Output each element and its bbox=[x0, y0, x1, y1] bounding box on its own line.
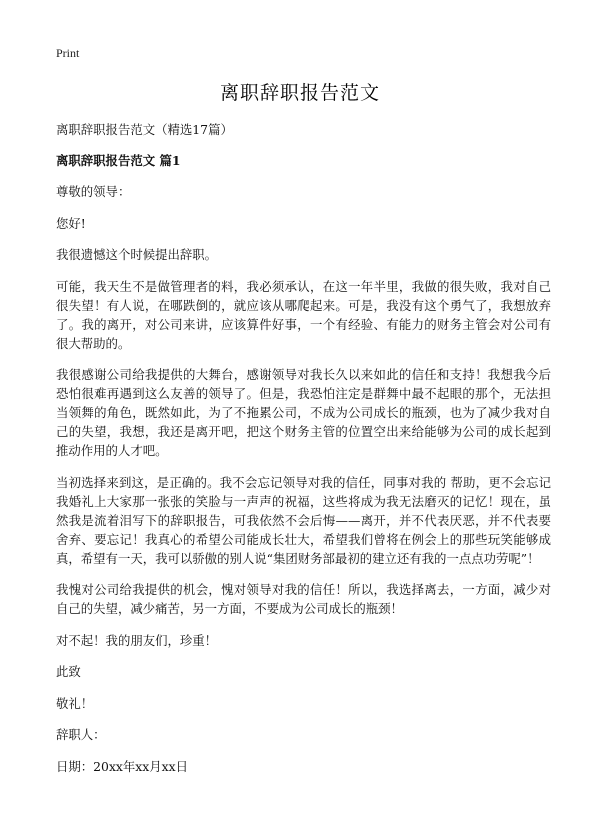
document-subtitle: 离职辞职报告范文（精选17篇） bbox=[56, 122, 233, 137]
letter-paragraph: 我愧对公司给我提供的机会，愧对领导对我的信任！所以，我选择离去，一方面，减少对自己的失望，减少痛苦，另一方面，不要成为公司成长的瓶颈！ bbox=[56, 582, 551, 616]
greeting: 您好! bbox=[56, 215, 86, 231]
section-heading: 离职辞职报告范文 篇1 bbox=[56, 153, 181, 168]
letter-paragraph: 对不起！我的朋友们，珍重！ bbox=[56, 632, 218, 648]
date-line: 日期：20xx年xx月xx日 bbox=[56, 758, 189, 774]
letter-paragraph: 我很感谢公司给我提供的大舞台，感谢领导对我长久以来如此的信任和支持！我想我今后恐怕很难再遇到这么友善的领导了。但是，我恐怕注定是群舞中最不起眼的那个，无法担当领舞的角色，既然如此，为了不拖累公司，不成为公司成长的瓶颈，也为了减少我对自己的失望，我想，我还是离开吧，把这个财务主管的位置空出来给能够为公司的成长起到推动作用的人才吧。 bbox=[56, 367, 551, 458]
closing-line: 此致 bbox=[56, 664, 81, 679]
closing-salute: 敬礼！ bbox=[56, 695, 94, 711]
print-link[interactable]: Print bbox=[56, 46, 80, 60]
signer-label: 辞职人： bbox=[56, 727, 106, 742]
letter-paragraph: 当初选择来到这，是正确的。我不会忘记领导对我的信任，同事对我的 帮助，更不会忘记我婚礼上大家那一张张的笑脸与一声声的祝福，这些将成为我无法磨灭的记忆！现在，虽然我是流着泪写下的辞职报告，可我依然不会后悔——离开，并不代表厌恶，并不代表要舍弃、要忘记！我真心的希望公司能成长壮大，希望我们曾将在例会上的那些玩笑能够成真，希望有一天，我可以骄傲的别人说“集团财务部最初的建立还有我的一点点功劳呢”！ bbox=[56, 474, 551, 566]
document-title: 离职辞职报告范文 bbox=[219, 82, 380, 104]
document-body bbox=[56, 120, 551, 788]
letter-paragraph: 我很遗憾这个时候提出辞职。 bbox=[56, 247, 218, 262]
salutation: 尊敬的领导： bbox=[56, 184, 131, 199]
letter-paragraph: 可能，我天生不是做管理者的料，我必须承认，在这一年半里，我做的很失败，我对自己很失望！有人说，在哪跌倒的，就应该从哪爬起来。可是，我没有这个勇气了，我想放弃了。我的离开，对公司来讲，应该算件好事，一个有经验、有能力的财务主管会对公司有很大帮助的。 bbox=[56, 278, 551, 351]
